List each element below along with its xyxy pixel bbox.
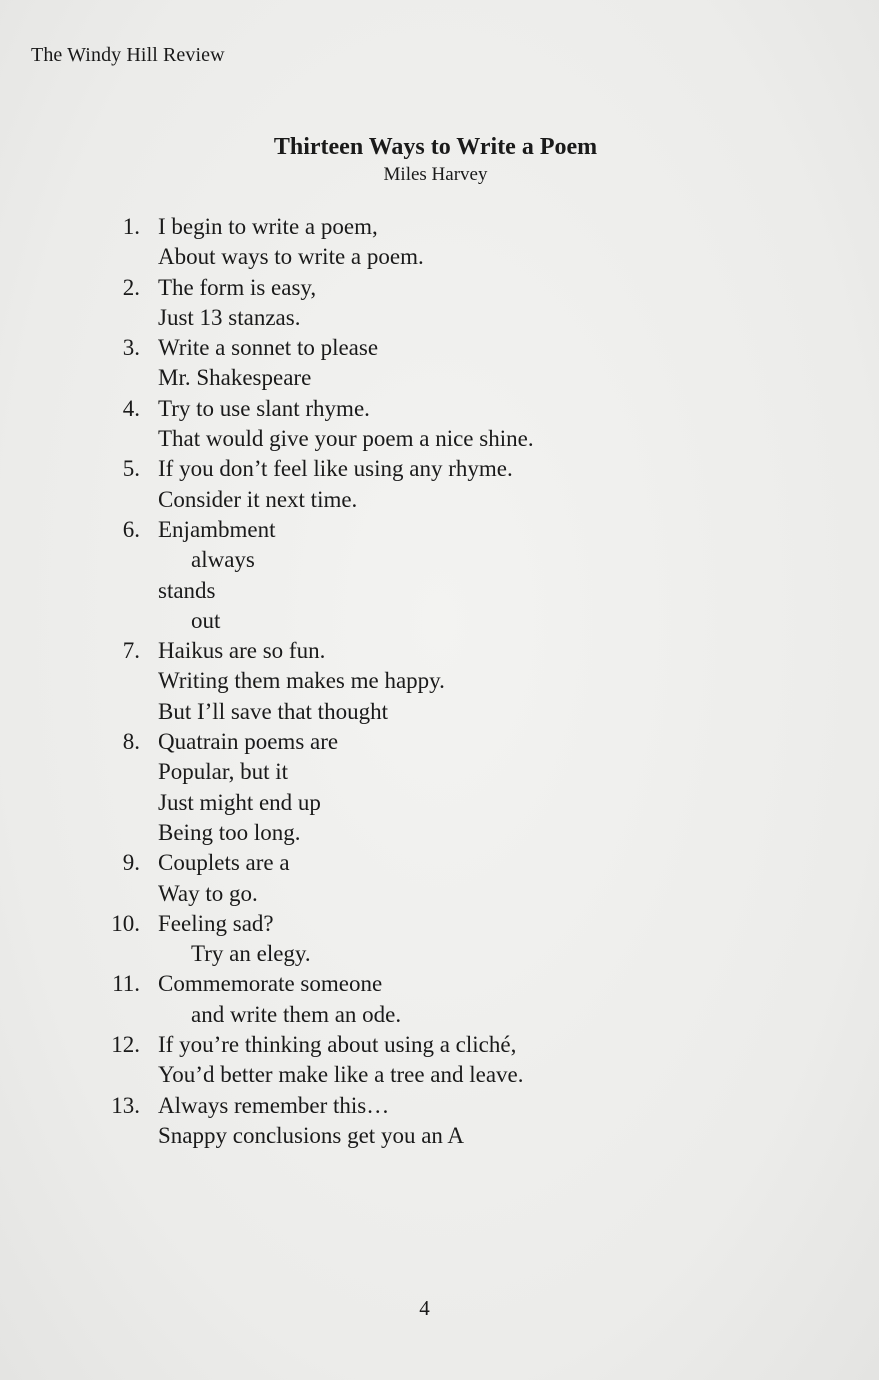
stanza-number: 13. bbox=[111, 1092, 140, 1118]
poem-line bbox=[0, 727, 879, 757]
poem-line-text: Just might end up bbox=[158, 789, 321, 815]
poem-line-text: Try to use slant rhyme. bbox=[158, 395, 370, 421]
poem-line-text: Writing them makes me happy. bbox=[158, 668, 445, 694]
poem-line bbox=[0, 515, 879, 545]
poem-line-text: out bbox=[191, 607, 221, 633]
poem-stanza bbox=[0, 969, 879, 1030]
stanza-number: 9. bbox=[122, 850, 140, 876]
poem-stanza bbox=[0, 848, 879, 909]
poem-line bbox=[0, 666, 879, 696]
stanza-number: 8. bbox=[122, 729, 140, 755]
stanza-number: 3. bbox=[122, 335, 140, 361]
poem-line bbox=[0, 848, 879, 878]
poem-title bbox=[0, 134, 879, 161]
poem-line-text: If you don’t feel like using any rhyme. bbox=[158, 456, 513, 482]
poem-stanza bbox=[0, 394, 879, 455]
stanza-number: 4. bbox=[122, 395, 140, 421]
stanza-number: 6. bbox=[122, 516, 140, 542]
poem-line bbox=[0, 333, 879, 363]
poem-line bbox=[0, 788, 879, 818]
poem-line-text: Try an elegy. bbox=[191, 941, 311, 967]
poem-line bbox=[0, 879, 879, 909]
poem-line-text: Write a sonnet to please bbox=[158, 335, 379, 361]
poem-stanza bbox=[0, 515, 879, 636]
poem-line bbox=[0, 454, 879, 484]
poem-author bbox=[0, 164, 879, 186]
stanza-number: 1. bbox=[122, 214, 140, 239]
poem-line bbox=[0, 969, 879, 999]
poem-stanza bbox=[0, 727, 879, 848]
stanza-number: 10. bbox=[111, 910, 140, 936]
poem-line bbox=[0, 1030, 879, 1060]
poem-line bbox=[0, 424, 879, 454]
poem-line-text: always bbox=[191, 547, 255, 573]
poem-line bbox=[0, 909, 879, 939]
poem-line bbox=[0, 939, 879, 969]
poem-line bbox=[0, 545, 879, 575]
poem-line-text: You’d better make like a tree and leave. bbox=[158, 1062, 524, 1088]
poem-line bbox=[0, 273, 879, 303]
poem-stanza bbox=[0, 333, 879, 394]
poem-line-text: Haikus are so fun. bbox=[158, 638, 326, 664]
poem-stanza bbox=[0, 273, 879, 334]
poem-line bbox=[0, 394, 879, 424]
poem-line-text: Being too long. bbox=[158, 819, 301, 845]
poem-line bbox=[0, 363, 879, 393]
poem-line-text: Commemorate someone bbox=[158, 971, 383, 997]
poem-line-text: Enjambment bbox=[158, 516, 276, 542]
poem-line bbox=[0, 757, 879, 787]
poem-line-text: Consider it next time. bbox=[158, 486, 358, 512]
poem-line-text: Mr. Shakespeare bbox=[158, 365, 312, 391]
poem-line-text: About ways to write a poem. bbox=[158, 244, 424, 270]
stanza-number: 5. bbox=[122, 456, 140, 482]
poem-line bbox=[0, 212, 879, 242]
poem-line bbox=[0, 636, 879, 666]
poem-stanza bbox=[0, 1030, 879, 1091]
poem-line bbox=[0, 1060, 879, 1090]
poem-body bbox=[0, 212, 879, 1151]
poem-line-text: Snappy conclusions get you an A bbox=[158, 1122, 464, 1148]
poem-line-text: I begin to write a poem, bbox=[158, 214, 378, 239]
poem-line bbox=[0, 818, 879, 848]
poem-line bbox=[0, 1000, 879, 1030]
poem-line bbox=[0, 303, 879, 333]
poem-stanza bbox=[0, 909, 879, 970]
poem-line bbox=[0, 1121, 879, 1151]
poem-line bbox=[0, 697, 879, 727]
poem-line-text: But I’ll save that thought bbox=[158, 698, 388, 724]
page-number-text: 4 bbox=[419, 1296, 430, 1320]
poem-line-text: Way to go. bbox=[158, 880, 258, 906]
running-header: The Windy Hill Review bbox=[31, 44, 225, 66]
stanza-number: 12. bbox=[111, 1032, 140, 1058]
poem-line bbox=[0, 606, 879, 636]
stanza-number: 7. bbox=[122, 638, 140, 664]
poem-stanza bbox=[0, 1091, 879, 1152]
poem-line-text: The form is easy, bbox=[158, 274, 317, 300]
poem-line-text: Popular, but it bbox=[158, 759, 289, 785]
stanza-number: 11. bbox=[112, 971, 140, 997]
page-number bbox=[0, 1296, 879, 1321]
poem-line-text: If you’re thinking about using a cliché, bbox=[158, 1032, 517, 1058]
poem-line-text: Quatrain poems are bbox=[158, 729, 339, 755]
poem-line-text: Couplets are a bbox=[158, 850, 290, 876]
poem-title-text: Thirteen Ways to Write a Poem bbox=[273, 134, 598, 160]
poem-line-text: and write them an ode. bbox=[191, 1001, 402, 1027]
poem-line bbox=[0, 485, 879, 515]
poem-author-text: Miles Harvey bbox=[383, 164, 488, 185]
poem-line-text: stands bbox=[158, 577, 216, 603]
poem-stanza bbox=[0, 454, 879, 515]
stanza-number: 2. bbox=[122, 274, 140, 300]
poem-line-text: Feeling sad? bbox=[158, 910, 274, 936]
poem-line bbox=[0, 576, 879, 606]
poem-line-text: Always remember this… bbox=[158, 1092, 390, 1118]
poem-line-text: That would give your poem a nice shine. bbox=[158, 426, 534, 452]
poem-stanza bbox=[0, 636, 879, 727]
poem-line-text: Just 13 stanzas. bbox=[158, 304, 301, 330]
poem-stanza bbox=[0, 212, 879, 273]
poem-line bbox=[0, 1091, 879, 1121]
poem-line bbox=[0, 242, 879, 272]
